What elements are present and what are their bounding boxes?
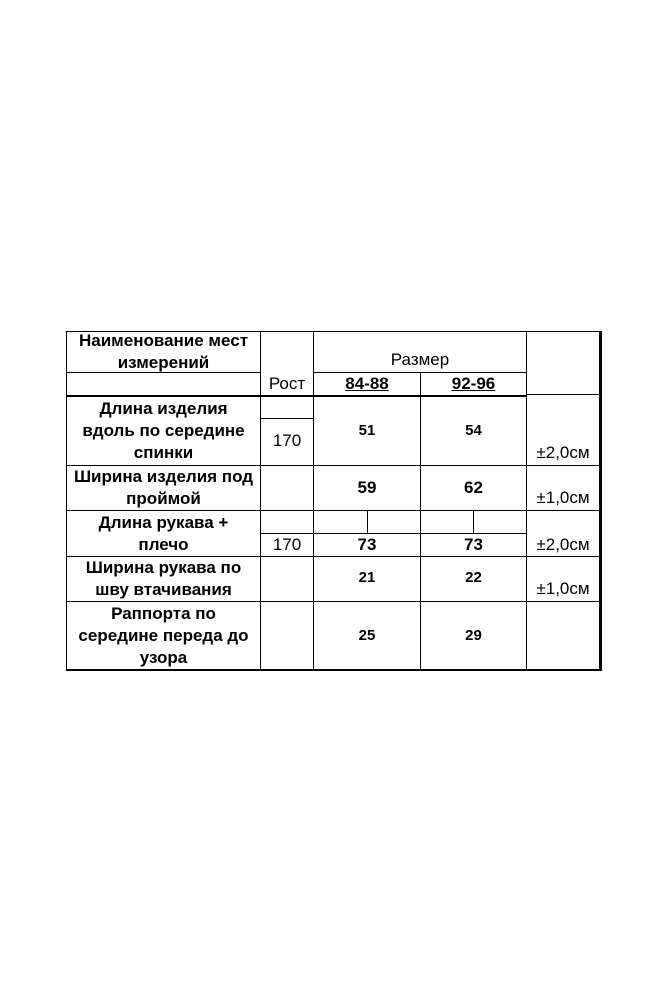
row4-value-92-96: 22	[465, 569, 482, 586]
row1-name-line2: вдоль по середине	[82, 421, 245, 440]
row1-value-92-96: 54	[465, 422, 482, 439]
row3-height: 170	[272, 535, 302, 554]
row2-name	[67, 466, 260, 510]
header-size-92-96: 92-96	[451, 374, 496, 393]
row2-name-line2: проймой	[126, 489, 201, 508]
row2-value-92-96: 62	[464, 478, 483, 497]
row5-name	[67, 602, 260, 669]
header-name-line2: измерений	[117, 352, 210, 372]
row3-name-line1: Длина рукава +	[98, 512, 229, 532]
row5-name-line2: середине переда до	[78, 625, 249, 645]
row4-name	[67, 557, 260, 601]
row3-tick-1	[367, 511, 368, 533]
row1-height: 170	[272, 431, 302, 450]
header-height: Рост	[268, 373, 306, 393]
row2-tolerance: ±1,0см	[536, 488, 590, 507]
row5-value-92-96: 29	[465, 627, 482, 644]
row3-tick-2	[473, 511, 474, 533]
row4-name-line1: Ширина рукава по	[85, 558, 242, 577]
row4-value-84-88: 21	[358, 569, 376, 586]
row1-tolerance: ±2,0см	[536, 443, 590, 462]
row4-name-line2: шву втачивания	[95, 580, 232, 599]
row1-name-line3: спинки	[133, 443, 194, 462]
row3-tolerance: ±2,0см	[536, 535, 590, 554]
row2-value-84-88: 59	[357, 478, 377, 497]
row5-value-84-88: 25	[358, 627, 376, 644]
row3-name	[67, 511, 260, 556]
row1-height-subline	[260, 418, 314, 419]
header-name-cell	[67, 331, 260, 372]
row4-tolerance: ±1,0см	[536, 579, 590, 598]
header-size: Размер	[390, 350, 450, 369]
row3-value-84-88: 73	[357, 535, 377, 554]
row-divider-1b	[526, 394, 601, 395]
row3-name-line2: плечо	[138, 534, 189, 554]
table-border-right	[599, 331, 602, 671]
row5-name-line3: узора	[139, 647, 188, 667]
row1-name-line1: Длина изделия	[99, 399, 228, 418]
table-border-bottom	[66, 669, 602, 671]
header-name-line1: Наименование мест	[78, 330, 249, 350]
row5-name-line1: Раппорта по	[111, 603, 216, 623]
row2-name-line1: Ширина изделия под	[73, 467, 254, 486]
row1-value-84-88: 51	[358, 422, 376, 439]
header-size-84-88: 84-88	[345, 374, 389, 393]
row1-name	[67, 397, 260, 465]
row3-value-92-96: 73	[464, 535, 483, 554]
